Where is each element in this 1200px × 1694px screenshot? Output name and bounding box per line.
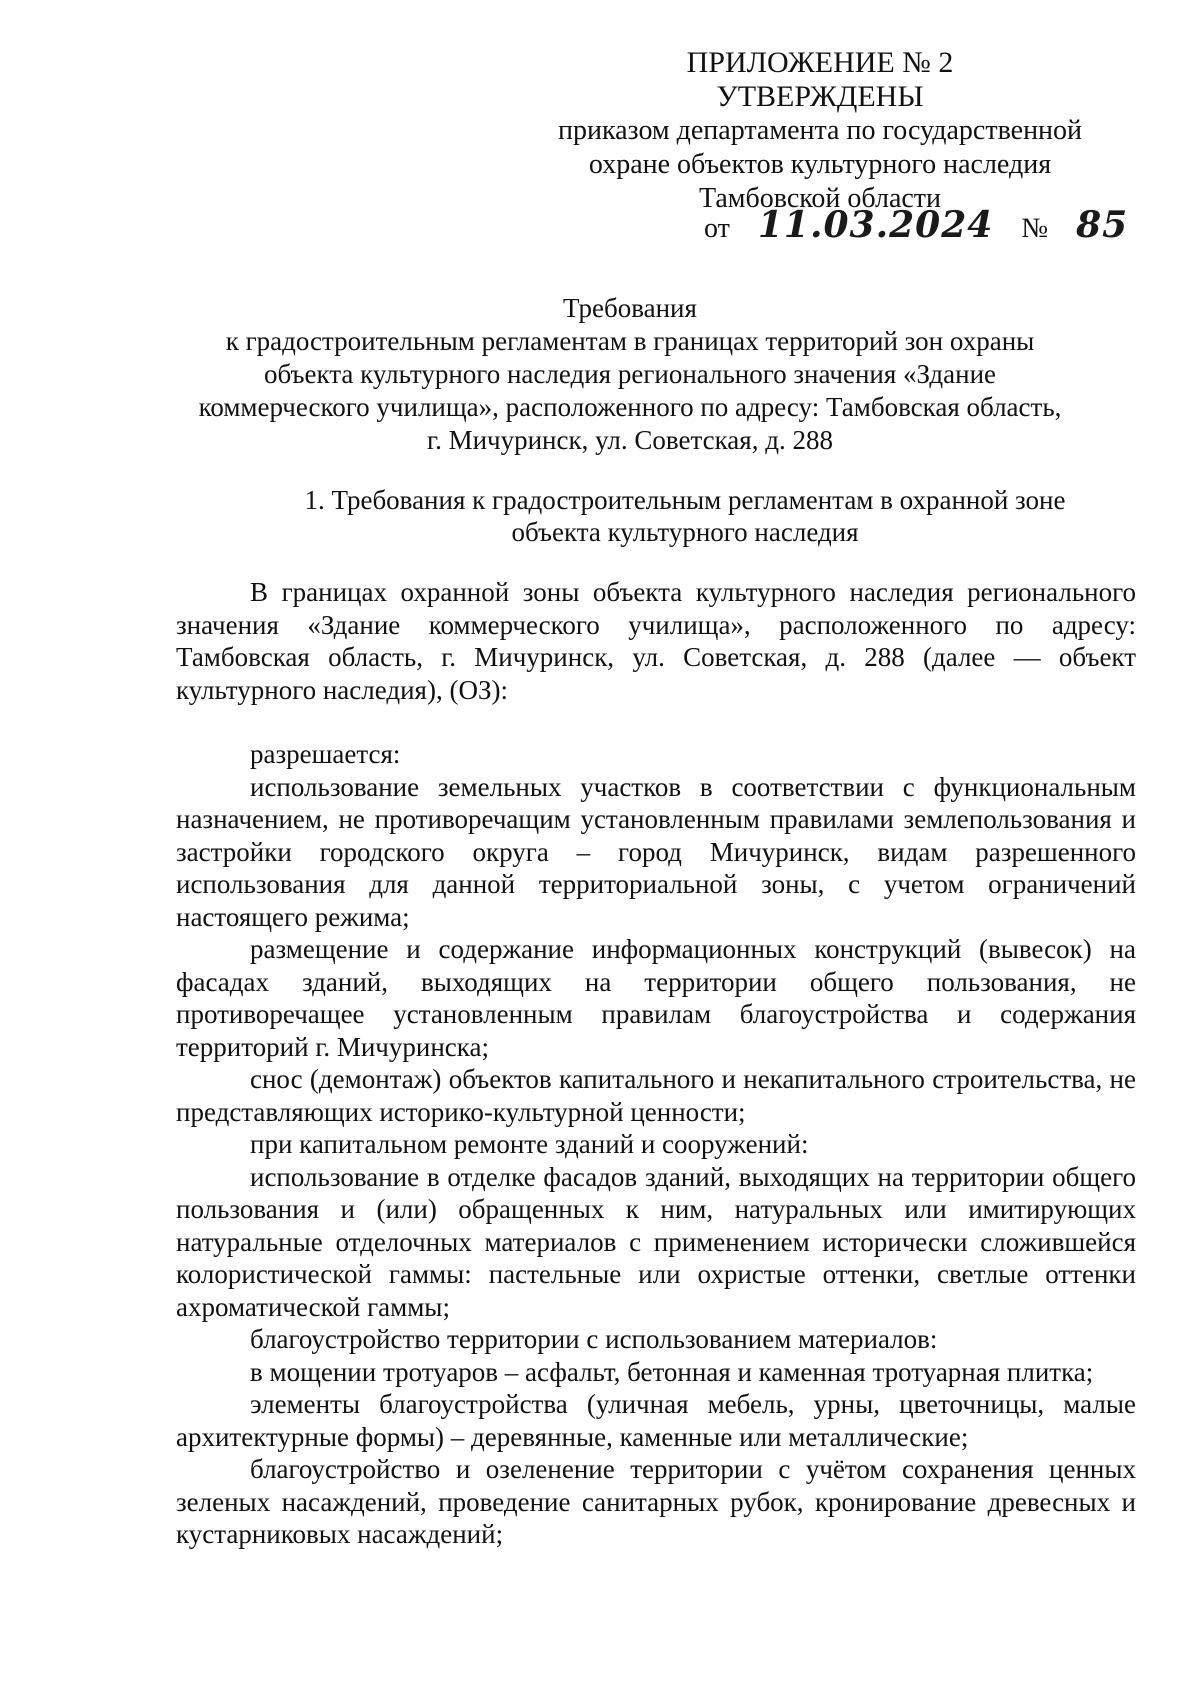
document-body	[176, 576, 1136, 1551]
body-paragraph: размещение и содержание информационных конструкций (вывесок) на фасадах зданий, выходящих на территории общего пользования, не противоречащее установленным правилам благоустройства и содержания территорий г. Мичуринска;	[176, 934, 1136, 1062]
body-paragraph: В границах охранной зоны объекта культурного наследия регионального значения «Здание коммерческого училища», расположенного по адресу: Тамбовская область, г. Мичуринск, ул. Советская, д. 288 (далее — объект культурного наследия), (ОЗ):	[176, 577, 1136, 705]
body-paragraph: использование в отделке фасадов зданий, выходящих на территории общего пользования и (или) обращенных к ним, натуральных или имитирующих натуральные отделочных материалов с применением исторически сложившейся колористической гаммы: пастельные или охристые оттенки, светлые оттенки ахроматической гаммы;	[176, 1161, 1136, 1322]
body-paragraph: благоустройство территории с использованием материалов:	[250, 1324, 938, 1354]
section-heading-line: 1. Требования к градостроительным регламентам в охранной зоне	[304, 485, 1066, 515]
handwritten-order-date: 11.03.2024	[757, 204, 994, 246]
document-title	[170, 292, 1090, 457]
section-heading-line: объекта культурного наследия	[511, 517, 859, 547]
body-paragraph: в мощении тротуаров – асфальт, бетонная и каменная тротуарная плитка;	[250, 1356, 1094, 1387]
body-paragraph: элементы благоустройства (уличная мебель, урны, цветочницы, малые архитектурные формы) – деревянные, каменные или металлические;	[176, 1389, 1136, 1452]
body-paragraph: благоустройство и озеленение территории с учётом сохранения ценных зеленых насаждений, проведение санитарных рубок, кронирование древесных и кустарниковых насаждений;	[176, 1454, 1136, 1549]
title-line: коммерческого училища», расположенного по адресу: Тамбовская область,	[198, 392, 1062, 422]
title-line: объекта культурного наследия регионального значения «Здание	[263, 359, 997, 389]
title-line: г. Мичуринск, ул. Советская, д. 288	[427, 425, 833, 455]
order-from-label: от	[704, 213, 730, 244]
order-reference	[704, 204, 1128, 246]
approved-label: УТВЕРЖДЕНЫ	[716, 80, 924, 113]
approval-line: охране объектов культурного наследия	[588, 149, 1052, 180]
approval-line: приказом департамента по государственной	[557, 115, 1083, 146]
body-paragraph: при капитальном ремонте зданий и сооружений:	[250, 1129, 809, 1159]
order-number-label: №	[1021, 213, 1049, 244]
approval-header	[540, 46, 1100, 216]
body-paragraph: снос (демонтаж) объектов капитального и некапитального строительства, не представляющих историко-культурной ценности;	[176, 1064, 1136, 1127]
title-line: к градостроительным регламентам в границах территорий зон охраны	[225, 326, 1035, 356]
handwritten-order-number: 85	[1076, 204, 1129, 246]
title-line: Требования	[563, 293, 697, 323]
section-heading	[170, 484, 1140, 548]
appendix-label: ПРИЛОЖЕНИЕ № 2	[686, 46, 954, 79]
approval-line: Тамбовской области	[698, 183, 942, 214]
body-paragraph: разрешается:	[250, 739, 401, 769]
body-paragraph: использование земельных участков в соответствии с функциональным назначением, не противоречащим установленным правилами землепользования и застройки городского округа – город Мичуринск, видам разрешенного использования для данной территориальной зоны, с учетом ограничений настоящего режима;	[176, 771, 1136, 932]
